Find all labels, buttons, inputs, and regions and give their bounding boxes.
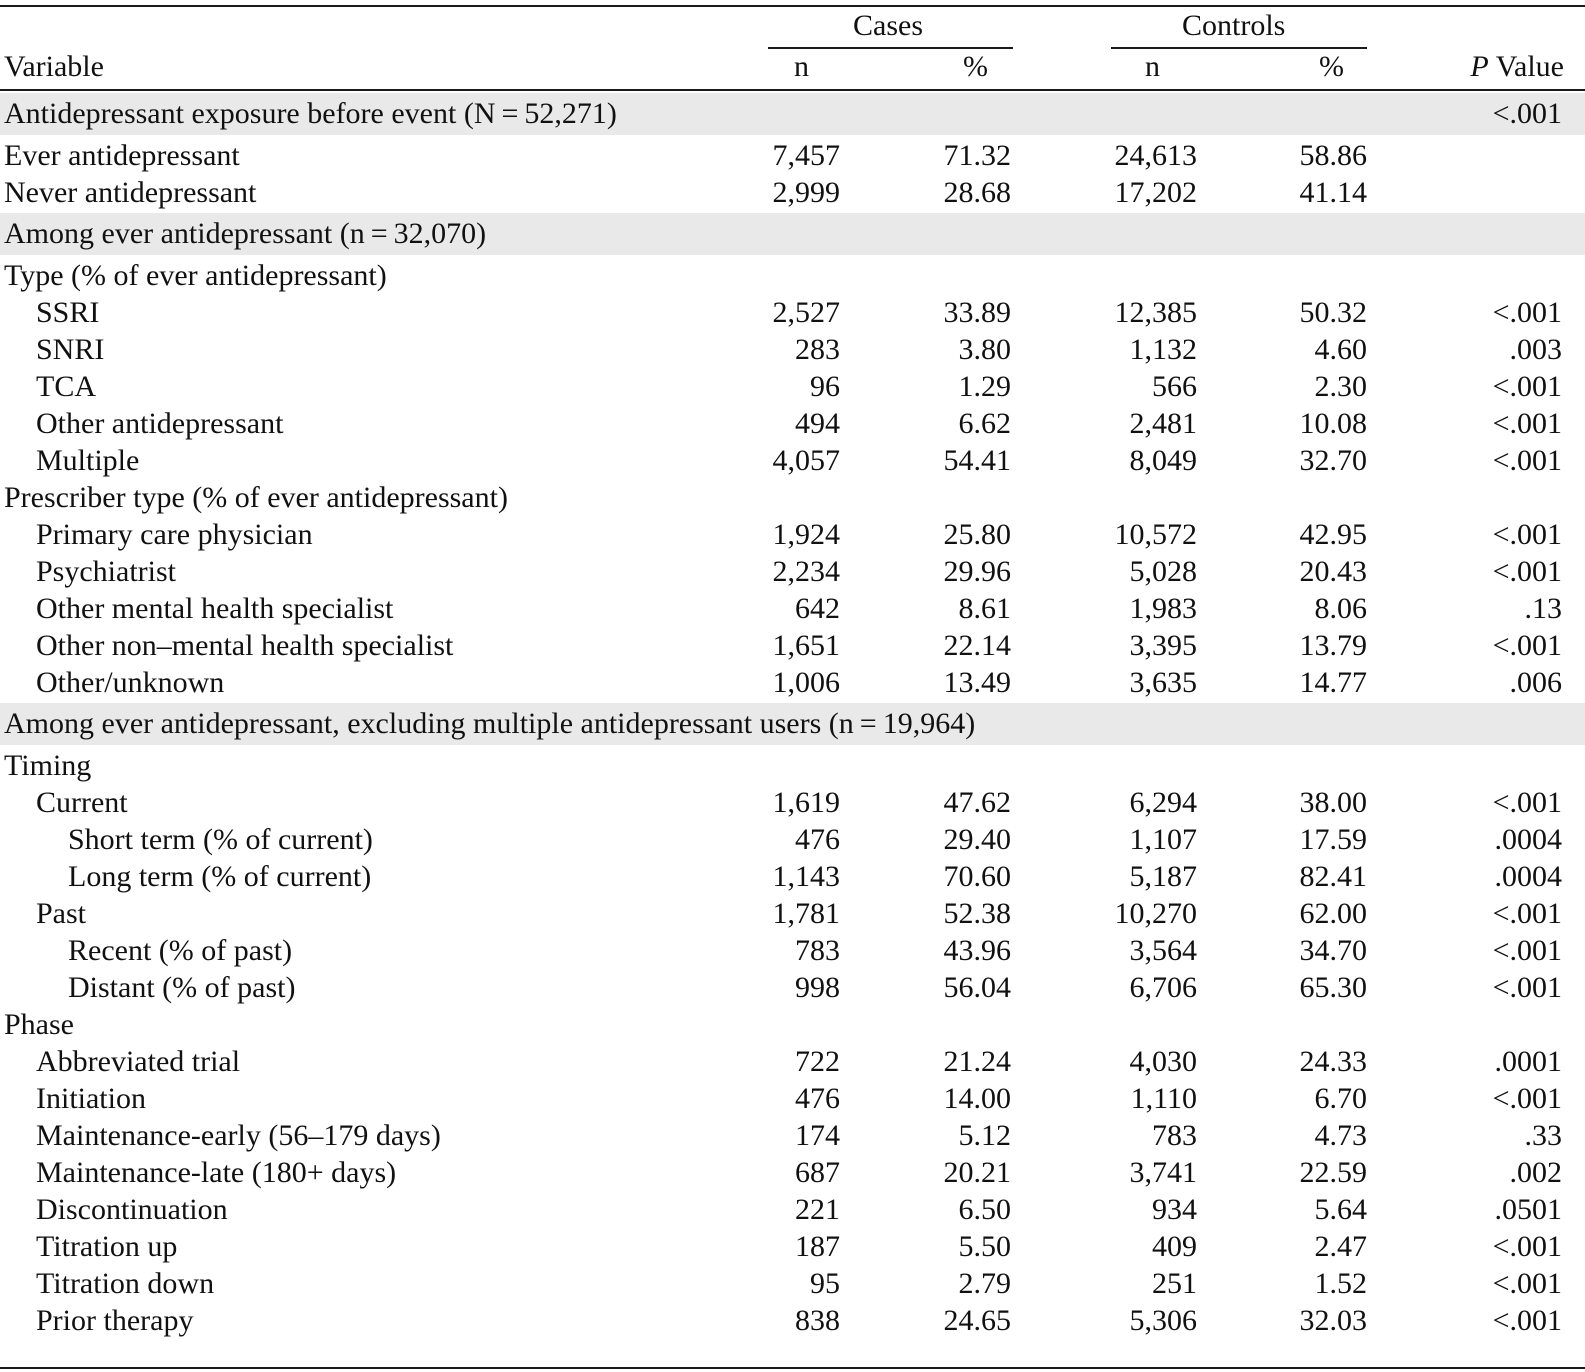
- controls-n-cell: 4,030: [1129, 1045, 1197, 1078]
- cases-pct-cell: 52.38: [943, 897, 1011, 930]
- table-row: [0, 294, 1585, 331]
- row-label: Primary care physician: [36, 518, 313, 551]
- controls-pct-cell: 20.43: [1299, 555, 1367, 588]
- controls-pct-cell: 58.86: [1299, 139, 1367, 172]
- p-italic: P: [1470, 50, 1489, 83]
- row-label: Titration up: [36, 1230, 178, 1263]
- cases-n-cell: 1,006: [772, 666, 840, 699]
- controls-pct-cell: 22.59: [1299, 1156, 1367, 1189]
- controls-pct-cell: 34.70: [1299, 934, 1367, 967]
- cases-n-cell: 783: [795, 934, 840, 967]
- cases-n-cell: 722: [795, 1045, 840, 1078]
- p-value-cell: <.001: [1492, 296, 1562, 329]
- p-value-cell: <.001: [1492, 1230, 1562, 1263]
- p-value-cell: <.001: [1492, 971, 1562, 1004]
- table-row: [0, 1265, 1585, 1302]
- cases-n-cell: 95: [810, 1267, 840, 1300]
- p-value-cell: <.001: [1492, 934, 1562, 967]
- cases-pct-cell: 2.79: [958, 1267, 1011, 1300]
- controls-pct-cell: 2.47: [1314, 1230, 1367, 1263]
- controls-n-cell: 3,564: [1129, 934, 1197, 967]
- cases-pct-cell: 3.80: [958, 333, 1011, 366]
- controls-pct-cell: 2.30: [1314, 370, 1367, 403]
- row-label: Maintenance-late (180+ days): [36, 1156, 397, 1189]
- controls-n-header: n: [1145, 50, 1160, 83]
- row-label: Short term (% of current): [68, 823, 373, 856]
- table-row: [0, 784, 1585, 821]
- section-row: [0, 701, 1585, 747]
- p-value-cell: .13: [1524, 592, 1562, 625]
- row-label: Prior therapy: [36, 1304, 194, 1337]
- p-value-cell: <.001: [1492, 1082, 1562, 1115]
- row-label: Prescriber type (% of ever antidepressant): [4, 481, 508, 514]
- row-label: SNRI: [36, 333, 105, 366]
- table-row: [0, 821, 1585, 858]
- controls-pct-cell: 32.70: [1299, 444, 1367, 477]
- row-label: Abbreviated trial: [36, 1045, 241, 1078]
- cases-pct-cell: 14.00: [943, 1082, 1011, 1115]
- row-label: Discontinuation: [36, 1193, 228, 1226]
- row-label: Multiple: [36, 444, 140, 477]
- table-row: [0, 1154, 1585, 1191]
- table-row: [0, 479, 1585, 516]
- controls-n-cell: 3,395: [1129, 629, 1197, 662]
- cases-pct-cell: 33.89: [943, 296, 1011, 329]
- controls-n-cell: 1,983: [1129, 592, 1197, 625]
- section-row: [0, 91, 1585, 137]
- cases-pct-cell: 54.41: [943, 444, 1011, 477]
- cases-pct-cell: 13.49: [943, 666, 1011, 699]
- row-label: SSRI: [36, 296, 100, 329]
- row-label: Other/unknown: [36, 666, 225, 699]
- cases-n-cell: 476: [795, 823, 840, 856]
- controls-pct-cell: 5.64: [1314, 1193, 1367, 1226]
- row-label: Psychiatrist: [36, 555, 176, 588]
- cases-n-cell: 2,999: [772, 176, 840, 209]
- controls-n-cell: 24,613: [1114, 139, 1197, 172]
- controls-n-cell: 5,187: [1129, 860, 1197, 893]
- controls-n-cell: 2,481: [1129, 407, 1197, 440]
- table-row: [0, 1006, 1585, 1043]
- controls-group-header: Controls: [1182, 9, 1286, 42]
- cases-n-cell: 2,527: [772, 296, 840, 329]
- p-value-cell: <.001: [1492, 1267, 1562, 1300]
- controls-pct-cell: 1.52: [1314, 1267, 1367, 1300]
- controls-n-cell: 3,635: [1129, 666, 1197, 699]
- cases-n-cell: 998: [795, 971, 840, 1004]
- controls-pct-cell: 50.32: [1299, 296, 1367, 329]
- table-row: [0, 137, 1585, 174]
- cases-n-cell: 221: [795, 1193, 840, 1226]
- cases-pct-cell: 5.12: [958, 1119, 1011, 1152]
- row-label: Other mental health specialist: [36, 592, 394, 625]
- cases-n-cell: 476: [795, 1082, 840, 1115]
- row-label: Ever antidepressant: [4, 139, 240, 172]
- controls-pct-cell: 17.59: [1299, 823, 1367, 856]
- p-value-cell: .0004: [1494, 860, 1562, 893]
- table-row: [0, 174, 1585, 211]
- section-label: Among ever antidepressant, excluding multiple antidepressant users (n = 19,964): [4, 707, 976, 740]
- cases-n-cell: 4,057: [772, 444, 840, 477]
- controls-pct-cell: 41.14: [1299, 176, 1367, 209]
- row-label: Past: [36, 897, 87, 930]
- cases-pct-cell: 70.60: [943, 860, 1011, 893]
- cases-n-cell: 1,924: [772, 518, 840, 551]
- controls-n-cell: 6,706: [1129, 971, 1197, 1004]
- p-value-cell: <.001: [1492, 407, 1562, 440]
- controls-pct-cell: 65.30: [1299, 971, 1367, 1004]
- table-row: [0, 590, 1585, 627]
- p-value-cell: <.001: [1492, 897, 1562, 930]
- cases-n-cell: 187: [795, 1230, 840, 1263]
- controls-n-cell: 6,294: [1129, 786, 1197, 819]
- table-row: [0, 1043, 1585, 1080]
- row-label: Maintenance-early (56–179 days): [36, 1119, 441, 1152]
- controls-n-cell: 10,270: [1114, 897, 1197, 930]
- cases-pct-cell: 20.21: [943, 1156, 1011, 1189]
- controls-pct-cell: 62.00: [1299, 897, 1367, 930]
- controls-n-cell: 251: [1152, 1267, 1197, 1300]
- table-row: [0, 1191, 1585, 1228]
- controls-n-cell: 17,202: [1114, 176, 1197, 209]
- cases-pct-cell: 25.80: [943, 518, 1011, 551]
- p-value-cell: <.001: [1492, 370, 1562, 403]
- table-row: [0, 932, 1585, 969]
- controls-n-cell: 409: [1152, 1230, 1197, 1263]
- table-top-rule: [0, 5, 1585, 7]
- table-row: [0, 1228, 1585, 1265]
- cases-pct-cell: 8.61: [958, 592, 1011, 625]
- table-bottom-rule: [0, 1367, 1585, 1369]
- cases-pct-cell: 21.24: [943, 1045, 1011, 1078]
- p-value-header: [1470, 49, 1564, 85]
- cases-pct-cell: 28.68: [943, 176, 1011, 209]
- cases-pct-cell: 22.14: [943, 629, 1011, 662]
- row-label: Phase: [4, 1008, 74, 1041]
- row-label: Current: [36, 786, 128, 819]
- cases-n-cell: 174: [795, 1119, 840, 1152]
- row-label: Type (% of ever antidepressant): [4, 259, 387, 292]
- cases-n-cell: 2,234: [772, 555, 840, 588]
- section-row: [0, 211, 1585, 257]
- table-row: [0, 1080, 1585, 1117]
- p-value-cell: .006: [1509, 666, 1562, 699]
- table-row: [0, 368, 1585, 405]
- row-label: Timing: [4, 749, 92, 782]
- cases-pct-cell: 43.96: [943, 934, 1011, 967]
- controls-n-cell: 5,028: [1129, 555, 1197, 588]
- p-value-cell: .002: [1509, 1156, 1562, 1189]
- cases-n-cell: 283: [795, 333, 840, 366]
- cases-pct-cell: 47.62: [943, 786, 1011, 819]
- cases-pct-cell: 24.65: [943, 1304, 1011, 1337]
- controls-pct-cell: 4.60: [1314, 333, 1367, 366]
- table-row: [0, 405, 1585, 442]
- cases-pct-cell: 71.32: [943, 139, 1011, 172]
- table-row: [0, 895, 1585, 932]
- cases-pct-cell: 29.96: [943, 555, 1011, 588]
- row-label: Titration down: [36, 1267, 215, 1300]
- row-label: Other non–mental health specialist: [36, 629, 454, 662]
- cases-n-cell: 96: [810, 370, 840, 403]
- controls-n-cell: 1,110: [1130, 1082, 1197, 1115]
- cases-group-header: Cases: [853, 9, 923, 42]
- p-value-cell: <.001: [1492, 786, 1562, 819]
- cases-n-header: n: [794, 50, 809, 83]
- cases-pct-cell: 1.29: [958, 370, 1011, 403]
- p-value-cell: .33: [1524, 1119, 1562, 1152]
- table-row: [0, 331, 1585, 368]
- row-label: Initiation: [36, 1082, 146, 1115]
- controls-pct-cell: 14.77: [1299, 666, 1367, 699]
- cases-pct-cell: 5.50: [958, 1230, 1011, 1263]
- table-row: [0, 553, 1585, 590]
- table-body: [0, 91, 1585, 1339]
- controls-n-cell: 8,049: [1129, 444, 1197, 477]
- cases-pct-header: %: [963, 50, 988, 83]
- controls-pct-cell: 82.41: [1299, 860, 1367, 893]
- cases-n-cell: 642: [795, 592, 840, 625]
- cases-n-cell: 7,457: [772, 139, 840, 172]
- controls-n-cell: 1,132: [1129, 333, 1197, 366]
- row-label: Never antidepressant: [4, 176, 257, 209]
- table-row: [0, 516, 1585, 553]
- table-row: [0, 442, 1585, 479]
- row-label: Long term (% of current): [68, 860, 372, 893]
- cases-n-cell: 1,143: [772, 860, 840, 893]
- row-label: Recent (% of past): [68, 934, 293, 967]
- p-value-cell: .0501: [1494, 1193, 1562, 1226]
- controls-pct-cell: 24.33: [1299, 1045, 1367, 1078]
- table-row: [0, 858, 1585, 895]
- cases-n-cell: 1,619: [772, 786, 840, 819]
- p-value-cell: <.001: [1492, 555, 1562, 588]
- cases-pct-cell: 56.04: [943, 971, 1011, 1004]
- row-label: TCA: [36, 370, 96, 403]
- table-row: [0, 664, 1585, 701]
- cases-n-cell: 1,651: [772, 629, 840, 662]
- controls-n-cell: 5,306: [1129, 1304, 1197, 1337]
- table-row: [0, 747, 1585, 784]
- cases-pct-cell: 6.62: [958, 407, 1011, 440]
- controls-n-cell: 12,385: [1114, 296, 1197, 329]
- cases-n-cell: 687: [795, 1156, 840, 1189]
- p-value-cell: <.001: [1492, 444, 1562, 477]
- controls-n-cell: 1,107: [1129, 823, 1197, 856]
- controls-pct-header: %: [1319, 50, 1344, 83]
- p-value-cell: <.001: [1492, 97, 1562, 130]
- p-value-cell: <.001: [1492, 1304, 1562, 1337]
- p-value-cell: <.001: [1492, 518, 1562, 551]
- controls-pct-cell: 10.08: [1299, 407, 1367, 440]
- controls-n-cell: 3,741: [1129, 1156, 1197, 1189]
- p-value-word: Value: [1488, 50, 1564, 83]
- row-label: Distant (% of past): [68, 971, 296, 1004]
- controls-pct-cell: 6.70: [1314, 1082, 1367, 1115]
- controls-pct-cell: 8.06: [1314, 592, 1367, 625]
- table-row: [0, 1302, 1585, 1339]
- section-label: Antidepressant exposure before event (N = 52,271): [4, 97, 617, 130]
- cases-pct-cell: 6.50: [958, 1193, 1011, 1226]
- p-value-cell: .003: [1509, 333, 1562, 366]
- table-row: [0, 969, 1585, 1006]
- table-row: [0, 627, 1585, 664]
- controls-n-cell: 566: [1152, 370, 1197, 403]
- cases-n-cell: 494: [795, 407, 840, 440]
- p-value-cell: .0004: [1494, 823, 1562, 856]
- cases-n-cell: 838: [795, 1304, 840, 1337]
- variable-column-header: Variable: [4, 50, 104, 83]
- controls-n-cell: 934: [1152, 1193, 1197, 1226]
- controls-pct-cell: 13.79: [1299, 629, 1367, 662]
- controls-n-cell: 10,572: [1114, 518, 1197, 551]
- controls-n-cell: 783: [1152, 1119, 1197, 1152]
- controls-pct-cell: 32.03: [1299, 1304, 1367, 1337]
- cases-pct-cell: 29.40: [943, 823, 1011, 856]
- controls-pct-cell: 42.95: [1299, 518, 1367, 551]
- p-value-cell: <.001: [1492, 629, 1562, 662]
- p-value-cell: .0001: [1494, 1045, 1562, 1078]
- controls-pct-cell: 4.73: [1314, 1119, 1367, 1152]
- row-label: Other antidepressant: [36, 407, 284, 440]
- cases-n-cell: 1,781: [772, 897, 840, 930]
- table-row: [0, 1117, 1585, 1154]
- section-label: Among ever antidepressant (n = 32,070): [4, 217, 487, 250]
- table-row: [0, 257, 1585, 294]
- controls-pct-cell: 38.00: [1299, 786, 1367, 819]
